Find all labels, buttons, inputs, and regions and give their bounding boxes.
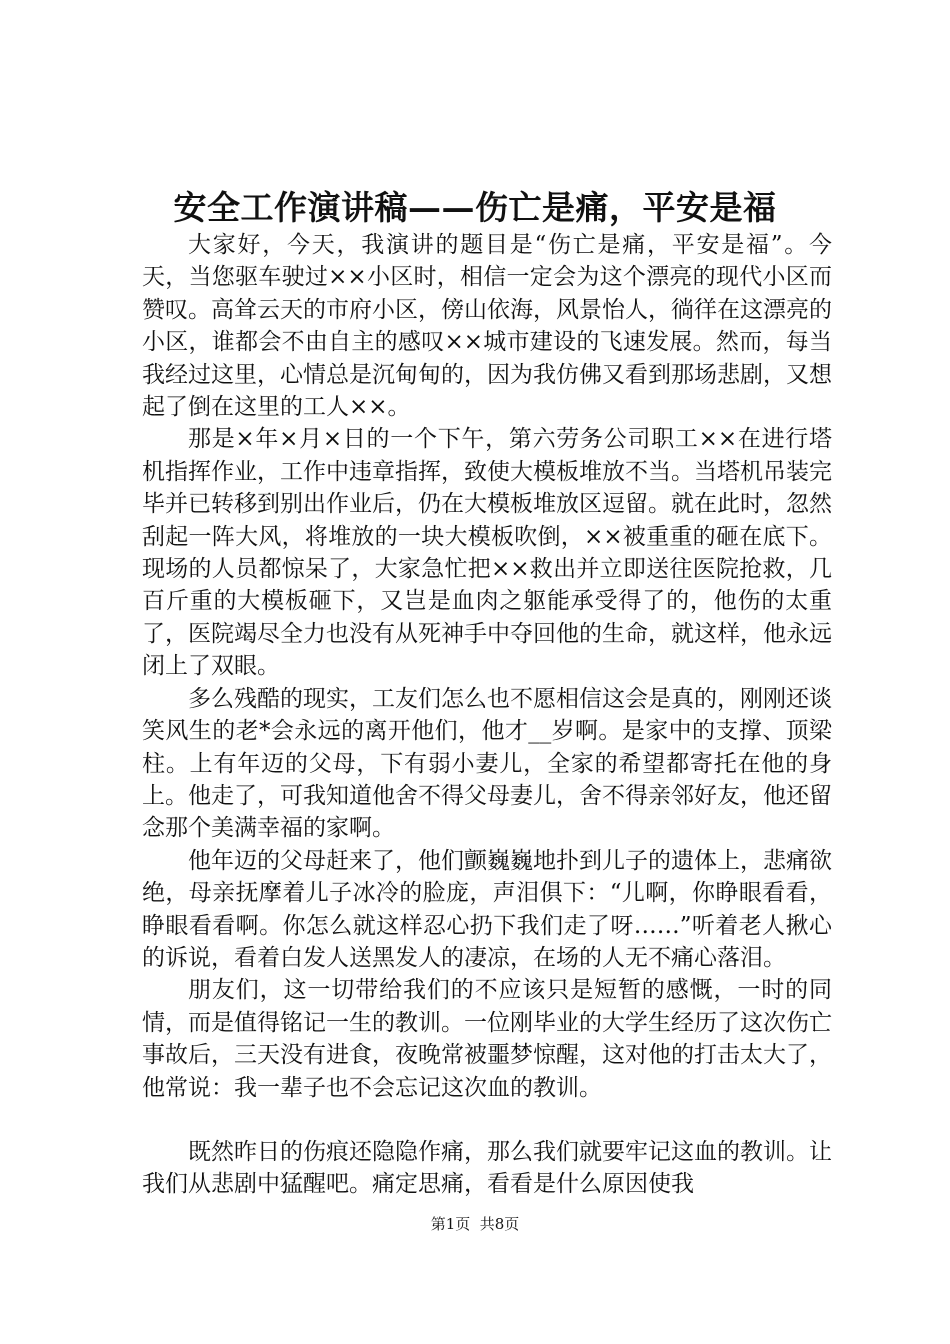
paragraph: 多么残酷的现实，工友们怎么也不愿相信这会是真的，刚刚还谈笑风生的老*会永远的离开他们，他才__岁啊。是家中的支撑、顶梁柱。上有年迈的父母，下有弱小妻儿，全家的希望都寄托在他的身上。他走了，可我知道他舍不得父母妻儿，舍不得亲邻好友，他还留念那个美满幸福的家啊。: [142, 685, 832, 842]
paragraph: 既然昨日的伤痕还隐隐作痛，那么我们就要牢记这血的教训。让我们从悲剧中猛醒吧。痛定思痛，看看是什么原因使我: [142, 1138, 832, 1198]
paragraph: 大家好，今天，我演讲的题目是“伤亡是痛，平安是福”。今天，当您驱车驶过××小区时，相信一定会为这个漂亮的现代小区而赞叹。高耸云天的市府小区，傍山依海，风景怡人，徜徉在这漂亮的小区，谁都会不由自主的感叹××城市建设的飞速发展。然而，每当我经过这里，心情总是沉甸甸的，因为我仿佛又看到那场悲剧，又想起了倒在这里的工人××。: [142, 232, 832, 421]
paragraph: 他年迈的父母赶来了，他们颤巍巍地扑到儿子的遗体上，悲痛欲绝，母亲抚摩着儿子冰冷的脸庞，声泪俱下：“儿啊，你睁眼看看，睁眼看看啊。你怎么就这样忍心扔下我们走了呀……”听着老人揪心的诉说，看着白发人送黑发人的凄凉，在场的人无不痛心落泪。: [142, 847, 832, 971]
document-title: 安全工作演讲稿——伤亡是痛，平安是福: [173, 188, 777, 227]
paragraph: 那是×年×月×日的一个下午，第六劳务公司职工××在进行塔机指挥作业，工作中违章指挥，致使大模板堆放不当。当塔机吊装完毕并已转移到别出作业后，仍在大模板堆放区逗留。就在此时，忽然刮起一阵大风，将堆放的一块大模板吹倒，××被重重的砸在底下。现场的人员都惊呆了，大家急忙把××救出并立即送往医院抢救，几百斤重的大模板砸下，又岂是血肉之躯能承受得了的，他伤的太重了，医院竭尽全力也没有从死神手中夺回他的生命，就这样，他永远闭上了双眼。: [142, 426, 832, 680]
page-number-footer: 第1页 共8页: [430, 1215, 520, 1233]
paragraph: 朋友们，这一切带给我们的不应该只是短暂的感慨，一时的同情，而是值得铭记一生的教训。一位刚毕业的大学生经历了这次伤亡事故后，三天没有进食，夜晚常被噩梦惊醒，这对他的打击太大了，他常说：我一辈子也不会忘记这次血的教训。: [142, 977, 832, 1101]
document-body: [142, 229, 832, 1201]
